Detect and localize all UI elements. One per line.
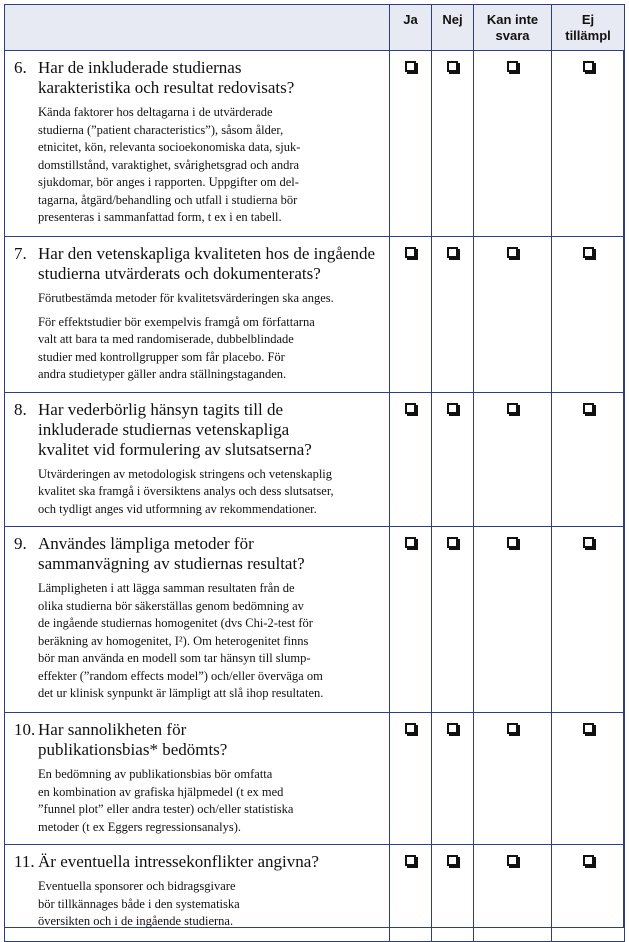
checkbox-cell-nej bbox=[432, 392, 474, 527]
checkbox-cell-kan-inte-svara bbox=[474, 237, 552, 393]
checklist-table bbox=[4, 4, 625, 942]
question-title bbox=[14, 400, 381, 460]
checkbox-cell-ej-tillampl bbox=[552, 237, 625, 393]
checkbox-nej[interactable] bbox=[447, 723, 458, 734]
checkbox-ja[interactable] bbox=[405, 61, 416, 72]
checkbox-kan-inte-svara[interactable] bbox=[507, 247, 518, 258]
checkbox-nej[interactable] bbox=[447, 247, 458, 258]
question-text: Användes lämpliga metoder för sammanvägning av studiernas resultat? bbox=[38, 534, 305, 573]
question-text: Har vederbörlig hänsyn tagits till de inkluderade studiernas vetenskapliga kvalitet vid formulering av slutsatserna? bbox=[38, 399, 312, 459]
question-description: En bedömning av publikationsbias bör omfatta en kombination av grafiska hjälpmedel (t ex med ”funnel plot” eller andra tester) och/eller statistiska metoder (t ex Eggers regressionsanalys). bbox=[38, 767, 294, 834]
checkbox-cell-ja bbox=[390, 713, 432, 845]
checkbox-cell-ja bbox=[390, 51, 432, 237]
question-text: Har de inkluderade studiernas karakteristika och resultat redovisats? bbox=[38, 58, 295, 97]
question-text: Har den vetenskapliga kvaliteten hos de ingående studierna utvärderats och dokumenterats? bbox=[38, 244, 376, 283]
question-description: Lämpligheten i att lägga samman resultaten från de olika studierna bör säkerställas genom bedömning av de ingående studiernas homogenitet (dvs Chi-2-test för beräkning av homogenitet, I²). Om heterogenitet finns bör man använda en modell som tar hänsyn till slump- effekter (”random effects model”) och/eller överväga om det ur klinisk synpunkt är lämpligt att slå ihop resultaten. bbox=[38, 581, 324, 700]
checkbox-cell-ej-tillampl bbox=[552, 845, 625, 942]
checkbox-ja[interactable] bbox=[405, 403, 416, 414]
question-number: 9. bbox=[14, 534, 27, 553]
col-header-ja: Ja bbox=[390, 5, 432, 51]
checkbox-kan-inte-svara[interactable] bbox=[507, 537, 518, 548]
question-text: Har sannolikheten för publikationsbias* bedömts? bbox=[38, 720, 228, 759]
checkbox-ja[interactable] bbox=[405, 723, 416, 734]
question-title bbox=[14, 852, 381, 872]
question-title bbox=[14, 534, 381, 574]
checkbox-cell-nej bbox=[432, 713, 474, 845]
question-cell bbox=[5, 51, 390, 237]
checkbox-cell-ej-tillampl bbox=[552, 51, 625, 237]
checkbox-cell-ja bbox=[390, 527, 432, 713]
question-row bbox=[5, 527, 625, 713]
question-row bbox=[5, 51, 625, 237]
checkbox-cell-nej bbox=[432, 527, 474, 713]
checkbox-cell-nej bbox=[432, 51, 474, 237]
question-title bbox=[14, 244, 381, 284]
col-header-nej: Nej bbox=[432, 5, 474, 51]
question-cell bbox=[5, 527, 390, 713]
question-description: Eventuella sponsorer och bidragsgivare bör tillkännages både i den systematiska översikten och i de ingående studierna. bbox=[38, 879, 240, 928]
checkbox-nej[interactable] bbox=[447, 855, 458, 866]
checkbox-ej-tillampl[interactable] bbox=[583, 61, 594, 72]
checkbox-cell-ej-tillampl bbox=[552, 527, 625, 713]
checkbox-cell-ja bbox=[390, 237, 432, 393]
checkbox-ja[interactable] bbox=[405, 537, 416, 548]
checkbox-cell-ja bbox=[390, 845, 432, 942]
question-row bbox=[5, 845, 625, 942]
question-row bbox=[5, 713, 625, 845]
question-cell bbox=[5, 845, 390, 942]
checkbox-ej-tillampl[interactable] bbox=[583, 723, 594, 734]
checkbox-cell-kan-inte-svara bbox=[474, 845, 552, 942]
col-header-kan-inte-svara: Kan inte svara bbox=[474, 5, 552, 51]
checkbox-ej-tillampl[interactable] bbox=[583, 855, 594, 866]
question-description: Utvärderingen av metodologisk stringens och vetenskaplig kvalitet ska framgå i översiktens analys och dess slutsatser, och tydligt anges vid utformning av rekommendationer. bbox=[38, 466, 334, 516]
question-text: Är eventuella intressekonflikter angivna? bbox=[38, 852, 319, 871]
question-title bbox=[14, 58, 381, 98]
question-number: 8. bbox=[14, 399, 27, 419]
checkbox-cell-kan-inte-svara bbox=[474, 51, 552, 237]
question-description: Förutbestämda metoder för kvalitetsvärderingen ska anges. bbox=[38, 291, 334, 305]
header-row bbox=[5, 5, 625, 51]
question-number: 10. bbox=[14, 720, 36, 739]
checkbox-ej-tillampl[interactable] bbox=[583, 403, 594, 414]
checkbox-cell-kan-inte-svara bbox=[474, 527, 552, 713]
checkbox-kan-inte-svara[interactable] bbox=[507, 61, 518, 72]
checkbox-nej[interactable] bbox=[447, 403, 458, 414]
checkbox-cell-nej bbox=[432, 237, 474, 393]
col-header-ej-tillampl: Ej tillämpl bbox=[552, 5, 625, 51]
checkbox-cell-ej-tillampl bbox=[552, 392, 625, 527]
header-blank bbox=[5, 5, 390, 51]
checkbox-kan-inte-svara[interactable] bbox=[507, 855, 518, 866]
checkbox-nej[interactable] bbox=[447, 61, 458, 72]
checkbox-ej-tillampl[interactable] bbox=[583, 537, 594, 548]
question-title bbox=[14, 720, 381, 760]
checkbox-nej[interactable] bbox=[447, 537, 458, 548]
question-number: 6. bbox=[14, 58, 27, 77]
question-cell bbox=[5, 237, 390, 393]
checkbox-cell-kan-inte-svara bbox=[474, 392, 552, 527]
checkbox-ej-tillampl[interactable] bbox=[583, 247, 594, 258]
question-cell bbox=[5, 392, 390, 527]
checkbox-kan-inte-svara[interactable] bbox=[507, 403, 518, 414]
question-cell bbox=[5, 713, 390, 845]
checkbox-cell-ja bbox=[390, 392, 432, 527]
checkbox-ja[interactable] bbox=[405, 855, 416, 866]
question-description: För effektstudier bör exempelvis framgå om författarna valt att bara ta med randomiserade, dubbelblindade studier med kontrollgrupper som får placebo. För andra studietyper gäller andra ställningstaganden. bbox=[38, 314, 315, 381]
checkbox-cell-kan-inte-svara bbox=[474, 713, 552, 845]
question-row bbox=[5, 392, 625, 527]
question-number: 11. bbox=[14, 852, 35, 871]
checkbox-kan-inte-svara[interactable] bbox=[507, 723, 518, 734]
question-row bbox=[5, 237, 625, 393]
checkbox-cell-nej bbox=[432, 845, 474, 942]
checkbox-cell-ej-tillampl bbox=[552, 713, 625, 845]
checkbox-ja[interactable] bbox=[405, 247, 416, 258]
question-description: Kända faktorer hos deltagarna i de utvärderade studierna (”patient characteristics”), såsom ålder, etnicitet, kön, relevanta socioekonomiska data, sjuk- domstillstånd, varaktighet, svårighetsgrad och andra sjukdomar, bör anges i rapporten. Uppgifter om del- tagarna, åtgärd/behandling och utfall i studierna bör presenteras i sammanfattad form, t ex i en tabell. bbox=[38, 105, 301, 224]
question-number: 7. bbox=[14, 244, 27, 263]
